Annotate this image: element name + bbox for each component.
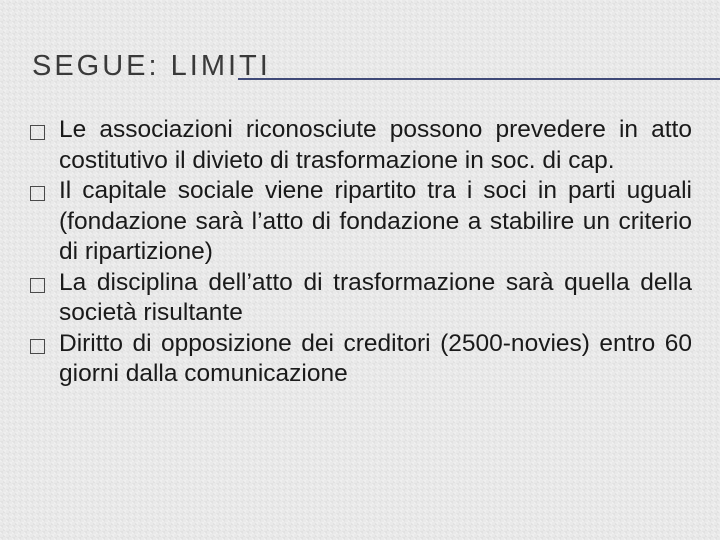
square-box-icon <box>30 186 45 201</box>
bullet-text: La disciplina dell’atto di trasformazione sarà quella della società risultante <box>59 268 692 326</box>
square-box-icon <box>30 125 45 140</box>
square-box-icon <box>30 278 45 293</box>
square-box-icon <box>30 339 45 354</box>
bullet-item <box>30 329 692 390</box>
bullet-text: Il capitale sociale viene ripartito tra i soci in parti uguali (fondazione sarà l’atto di fondazione a stabilire un criterio di ripartizione) <box>59 177 692 265</box>
bullet-item <box>30 268 692 329</box>
bullet-text: Diritto di opposizione dei creditori (2500-novies) entro 60 giorni dalla comunicazione <box>59 329 692 387</box>
bullet-text: Le associazioni riconosciute possono prevedere in atto costitutivo il divieto di trasformazione in soc. di cap. <box>59 116 692 174</box>
bullet-item <box>30 176 692 268</box>
slide-title: SEGUE: LIMITI <box>32 50 271 82</box>
bullet-list <box>30 115 692 390</box>
bullet-item <box>30 115 692 176</box>
title-underline <box>238 78 720 80</box>
